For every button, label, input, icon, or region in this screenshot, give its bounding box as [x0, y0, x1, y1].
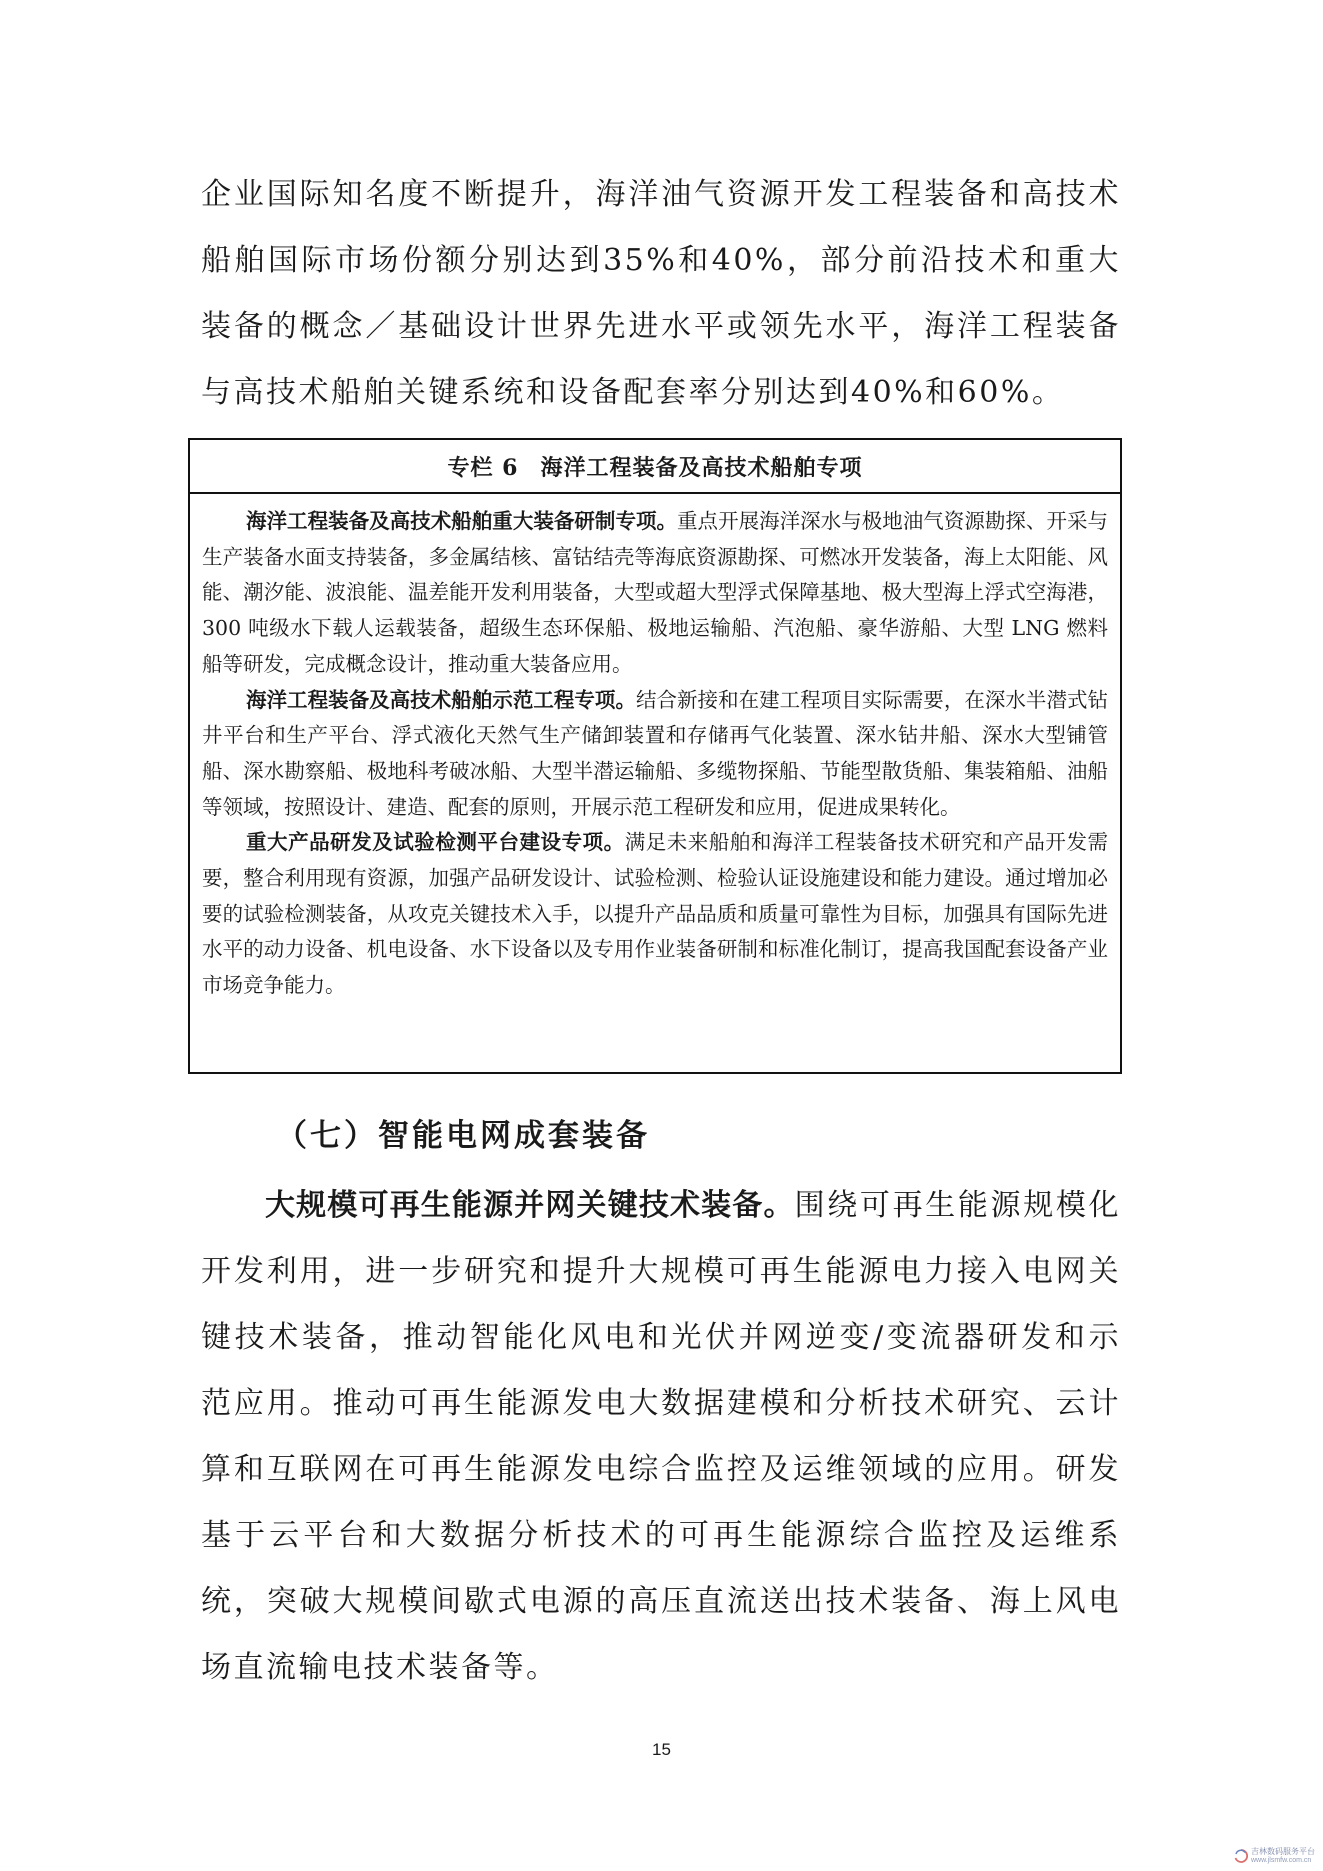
- watermark-text: 吉林数码服务平台: [1251, 1847, 1315, 1856]
- column-box-title-text: 海洋工程装备及高技术船舶专项: [540, 454, 863, 481]
- watermark-url: www.jlsmfw.com.cn: [1251, 1857, 1312, 1864]
- body-paragraph-lead: 大规模可再生能源并网关键技术装备。: [265, 1188, 795, 1223]
- column-box-body: [190, 494, 1120, 1004]
- box-paragraph-lead: 海洋工程装备及高技术船舶示范工程专项。: [246, 687, 636, 712]
- box-paragraph-test-platform: [202, 825, 1108, 1004]
- body-paragraph-text: 围绕可再生能源规模化开发利用，进一步研究和提升大规模可再生能源电力接入电网关键技术装备，推动智能化风电和光伏并网逆变/变流器研发和示范应用。推动可再生能源发电大数据建模和分析技术研究、云计算和互联网在可再生能源发电综合监控及运维领域的应用。研发基于云平台和大数据分析技术的可再生能源综合监控及运维系统，突破大规模间歇式电源的高压直流送出技术装备、海上风电场直流输电技术装备等。: [201, 1188, 1122, 1685]
- box-paragraph-lead: 重大产品研发及试验检测平台建设专项。: [246, 830, 625, 855]
- box-paragraph-major-equipment: [202, 504, 1108, 683]
- intro-paragraph: [201, 162, 1121, 426]
- box-paragraph-text: 重点开展海洋深水与极地油气资源勘探、开采与生产装备水面支持装备，多金属结核、富钴结壳等海底资源勘探、可燃冰开发装备，海上太阳能、风能、潮汐能、波浪能、温差能开发利用装备，大型或超大型浮式保障基地、极大型海上浮式空海港，300 吨级水下载人运载装备，超级生态环保船、极地运输船、汽泡船、豪华游船、大型 LNG 燃料船等研发，完成概念设计，推动重大装备应用。: [202, 509, 1109, 676]
- box-paragraph-lead: 海洋工程装备及高技术船舶重大装备研制专项。: [246, 509, 678, 533]
- intro-text: 企业国际知名度不断提升，海洋油气资源开发工程装备和高技术船舶国际市场份额分别达到35%和40%，部分前沿技术和重大装备的概念／基础设计世界先进水平或领先水平，海洋工程装备与高技术船舶关键系统和设备配套率分别达到40%和60%。: [201, 177, 1121, 410]
- column-box-label: 专栏 6: [447, 454, 519, 481]
- body-paragraph: [201, 1173, 1121, 1701]
- box-paragraph-text: 结合新接和在建工程项目实际需要，在深水半潜式钻井平台和生产平台、浮式液化天然气生产储卸装置和存储再气化装置、深水钻井船、深水大型铺管船、深水勘察船、极地科考破冰船、大型半潜运输船、多缆物探船、节能型散货船、集装箱船、油船等领域，按照设计、建造、配套的原则，开展示范工程研发和应用，促进成果转化。: [202, 687, 1109, 819]
- section-heading: （七）智能电网成套装备: [276, 1118, 650, 1154]
- column-box: [188, 438, 1122, 1074]
- page-number: 15: [652, 1740, 671, 1759]
- box-paragraph-demonstration: [202, 683, 1108, 826]
- column-box-title: [190, 440, 1120, 494]
- box-paragraph-text: 满足未来船舶和海洋工程装备技术研究和产品开发需要，整合利用现有资源，加强产品研发设计、试验检测、检验认证设施建设和能力建设。通过增加必要的试验检测装备，从攻克关键技术入手，以提升产品品质和质量可靠性为目标，加强具有国际先进水平的动力设备、机电设备、水下设备以及专用作业装备研制和标准化制订，提高我国配套设备产业市场竞争能力。: [202, 830, 1109, 998]
- watermark-logo-icon: [1234, 1849, 1248, 1863]
- watermark: [1234, 1847, 1315, 1865]
